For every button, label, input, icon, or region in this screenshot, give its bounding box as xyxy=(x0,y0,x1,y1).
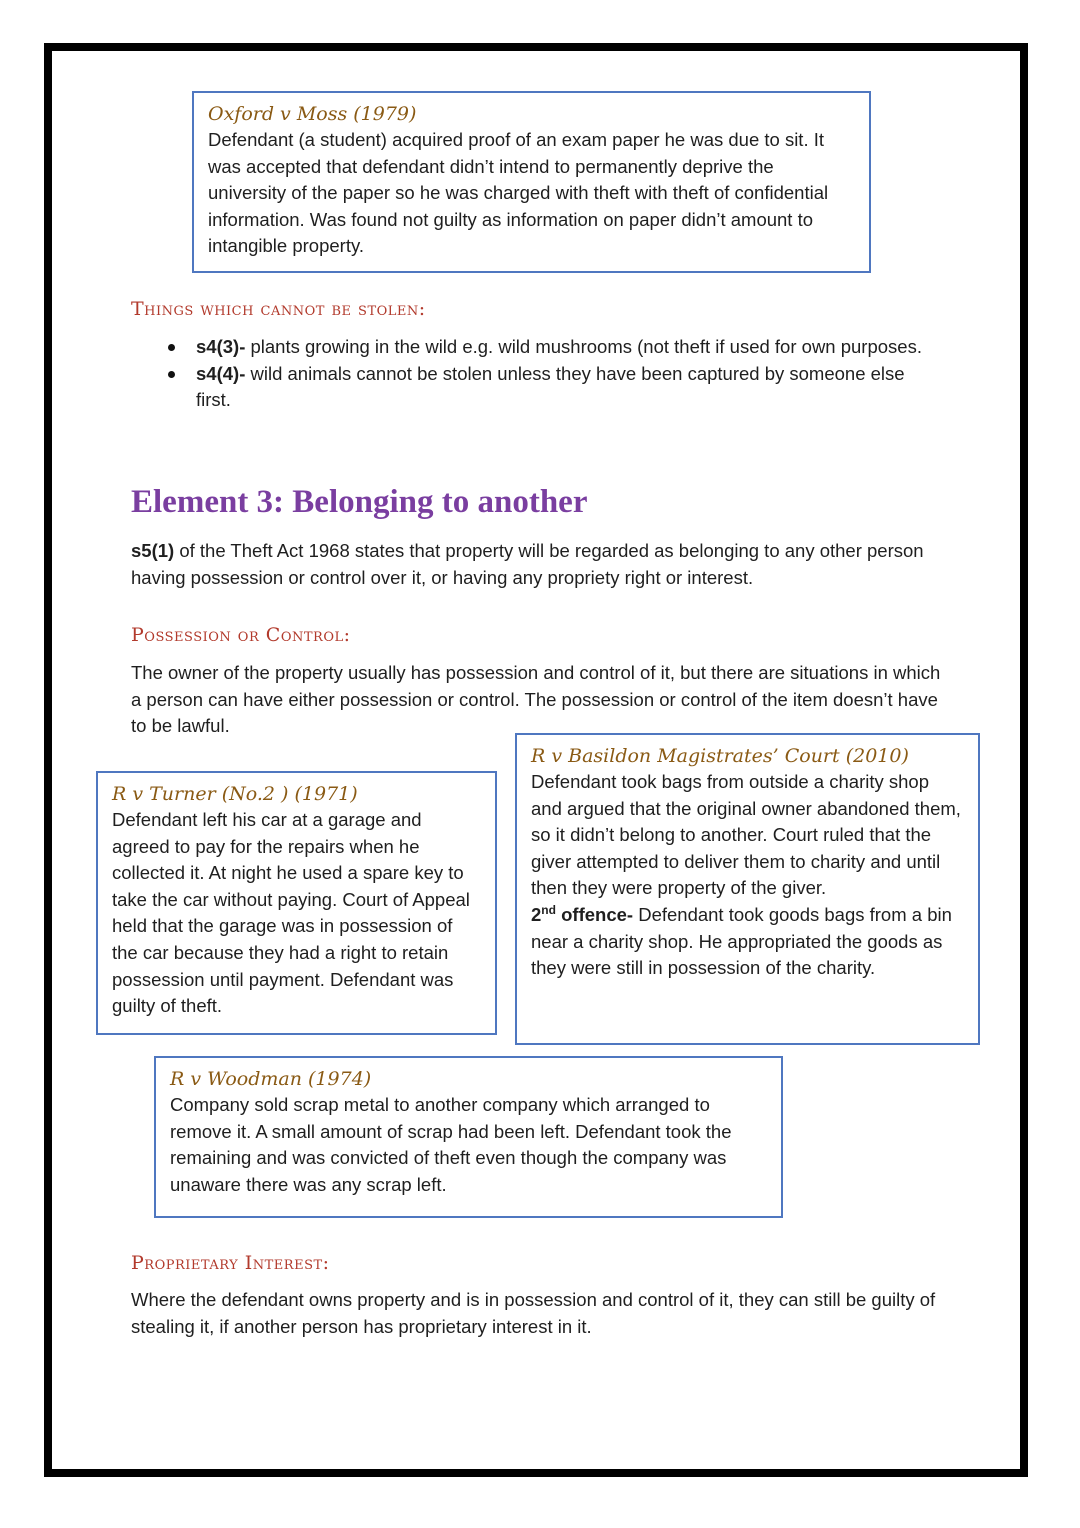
case-text: Defendant (a student) acquired proof of an exam paper he was due to sit. It was accepted that defendant didn’t intend to permanently deprive the university of the paper so he was charged with theft with theft of confidential information. Was found not guilty as information on paper didn’t amount to intangible property. xyxy=(208,129,829,257)
case-box-r-v-woodman xyxy=(154,1056,783,1218)
list-item xyxy=(166,334,926,361)
section-heading-proprietary-interest: Proprietary Interest: xyxy=(131,1252,330,1274)
case-title: Oxford v Moss (1979) xyxy=(208,103,417,125)
possession-paragraph: The owner of the property usually has possession and control of it, but there are situations in which a person can have either possession or control. The possession or control of the item doesn’t have to be lawful. xyxy=(131,662,941,737)
element-3-paragraph xyxy=(131,538,941,591)
list-item xyxy=(166,361,926,414)
second-offence-label: 2nd offence- xyxy=(531,902,634,925)
case-title: R v Turner (No.2 ) (1971) xyxy=(112,783,358,805)
section-heading-things-cannot-be-stolen: Things which cannot be stolen: xyxy=(131,298,426,320)
case-second-offence xyxy=(531,902,964,982)
case-box-r-v-basildon xyxy=(515,733,980,1045)
paragraph-text: of the Theft Act 1968 states that property will be regarded as belonging to any other person having possession or control over it, or having any propriety right or interest. xyxy=(131,540,924,588)
list-item-text: wild animals cannot be stolen unless they have been captured by someone else first. xyxy=(196,362,905,411)
section-heading-possession-or-control: Possession or Control: xyxy=(131,624,351,646)
bullet-icon xyxy=(168,344,175,351)
proprietary-paragraph: Where the defendant owns property and is in possession and control of it, they can still be guilty of stealing it, if another person has proprietary interest in it. xyxy=(131,1289,936,1337)
case-title: R v Basildon Magistrates’ Court (2010) xyxy=(531,745,909,767)
bullet-icon xyxy=(168,371,175,378)
case-title: R v Woodman (1974) xyxy=(170,1068,372,1090)
statute-ref: s4(4)- xyxy=(196,362,246,384)
case-box-oxford-v-moss xyxy=(192,91,871,273)
case-text: Defendant took bags from outside a charity shop and argued that the original owner abandoned them, so it didn’t belong to another. Court ruled that the giver attempted to deliver them to charity and until then they were property of the giver. xyxy=(531,771,961,899)
cannot-be-stolen-list xyxy=(166,334,926,414)
statute-ref: s5(1) xyxy=(131,540,175,561)
case-text: Company sold scrap metal to another company which arranged to remove it. A small amount of scrap had been left. Defendant took the remaining and was convicted of theft even though the company was unaware there was any scrap left. xyxy=(170,1094,732,1195)
statute-ref: s4(3)- xyxy=(196,336,246,357)
list-item-text: plants growing in the wild e.g. wild mushrooms (not theft if used for own purposes. xyxy=(245,336,922,357)
case-box-r-v-turner xyxy=(96,771,497,1035)
section-heading-element-3: Element 3: Belonging to another xyxy=(131,484,588,520)
case-text: Defendant left his car at a garage and agreed to pay for the repairs when he collected it. At night he used a spare key to take the car without paying. Court of Appeal held that the garage was in possession of the car because they had a right to retain possession until payment. Defendant was guilty of theft. xyxy=(112,809,470,1017)
second-offence-text: Defendant took goods bags from a bin near a charity shop. He appropriated the goods as they were still in possession of the charity. xyxy=(531,903,952,979)
